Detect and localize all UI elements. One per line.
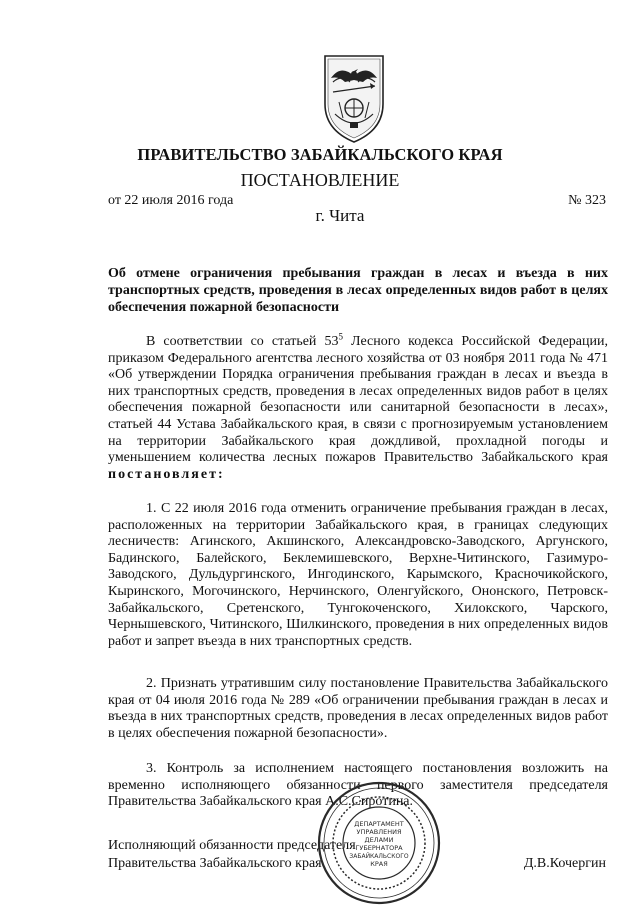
preamble-paragraph — [108, 331, 608, 483]
official-round-stamp — [316, 780, 442, 906]
document-number: № 323 — [568, 193, 606, 208]
issuing-authority: ПРАВИТЕЛЬСТВО ЗАБАЙКАЛЬСКОГО КРАЯ — [137, 145, 503, 164]
resolves-keyword: постановляет: — [108, 466, 225, 482]
stamp-line-3: ДЕЛАМИ — [364, 836, 394, 844]
stamp-line-1: ДЕПАРТАМЕНТ — [354, 820, 404, 828]
stamp-line-5: ЗАБАЙКАЛЬСКОГО — [349, 853, 409, 860]
document-city: г. Чита — [315, 206, 365, 225]
signatory-name: Д.В.Кочергин — [523, 856, 606, 871]
signatory-position-line-1: Исполняющий обязанности председателя — [108, 838, 356, 853]
stamp-line-2: УПРАВЛЕНИЯ — [356, 828, 402, 836]
coat-of-arms-emblem — [317, 52, 391, 144]
document-date: от 22 июля 2016 года — [108, 193, 234, 208]
stamp-line-6: КРАЯ — [370, 860, 388, 868]
numbered-item-1: 1. С 22 июля 2016 года отменить ограничение пребывания граждан в лесах, расположенных на территории Забайкальского края, в границах следующих лесничеств: Агинского, Акшинского, Александровско-Заводского, Аргунского, Бадинского, Балейского, Беклемишевского, Верхне-Читинского, Газимуро-Заводского, Дульдургинского, Ингодинского, Карымского, Красночикойского, Кыринского, Могочинского, Нерчинского, Оленгуйского, Ононского, Петровск-Забайкальского, Сретенского, Тунгокоченского, Хилокского, Чарского, Чернышевского, Читинского, Шилкинского, проведения в них определенных видов работ и запрет въезда в них транспортных средств. — [108, 501, 608, 649]
preamble-text-end: Лесного кодекса Российской Федерации, приказом Федерального агентства лесного хозяйства от 03 ноября 2011 года № 471 «Об утверждении Порядка ограничения пребывания граждан в лесах и въезда в них транспортных средств, проведения в лесах определенных видов работ в целях обеспечения пожарной безопасности или санитарной безопасности в лесах», статьей 44 Устава Забайкальского края, в связи с прогнозируемым установлением на территории Забайкальского края дождливой, прохладной погоды и уменьшением количества лесных пожаров Правительство Забайкальского края — [108, 334, 608, 466]
preamble-text-start: В соответствии со статьей 53 — [146, 334, 339, 349]
article-superscript: 5 — [338, 331, 343, 342]
document-title: Об отмене ограничения пребывания граждан в лесах и въезда в них транспортных средств, проведения в лесах определенных видов работ в целях обеспечения пожарной безопасности — [108, 266, 608, 315]
numbered-item-3: 3. Контроль за исполнением настоящего постановления возложить на временно исполняющего обязанности первого заместителя председателя Правительства Забайкальского края А.С.Сиротина. — [108, 761, 608, 810]
document-type: ПОСТАНОВЛЕНИЕ — [240, 170, 400, 190]
numbered-item-2: 2. Признать утратившим силу постановление Правительства Забайкальского края от 04 июля 2016 года № 289 «Об ограничении пребывания граждан в лесах и въезда в них транспортных средств, проведения в лесах определенных видов работ в целях обеспечения пожарной безопасности». — [108, 676, 608, 741]
signatory-position-line-2: Правительства Забайкальского края — [108, 856, 322, 871]
stamp-line-4: ГУБЕРНАТОРА — [355, 844, 403, 852]
